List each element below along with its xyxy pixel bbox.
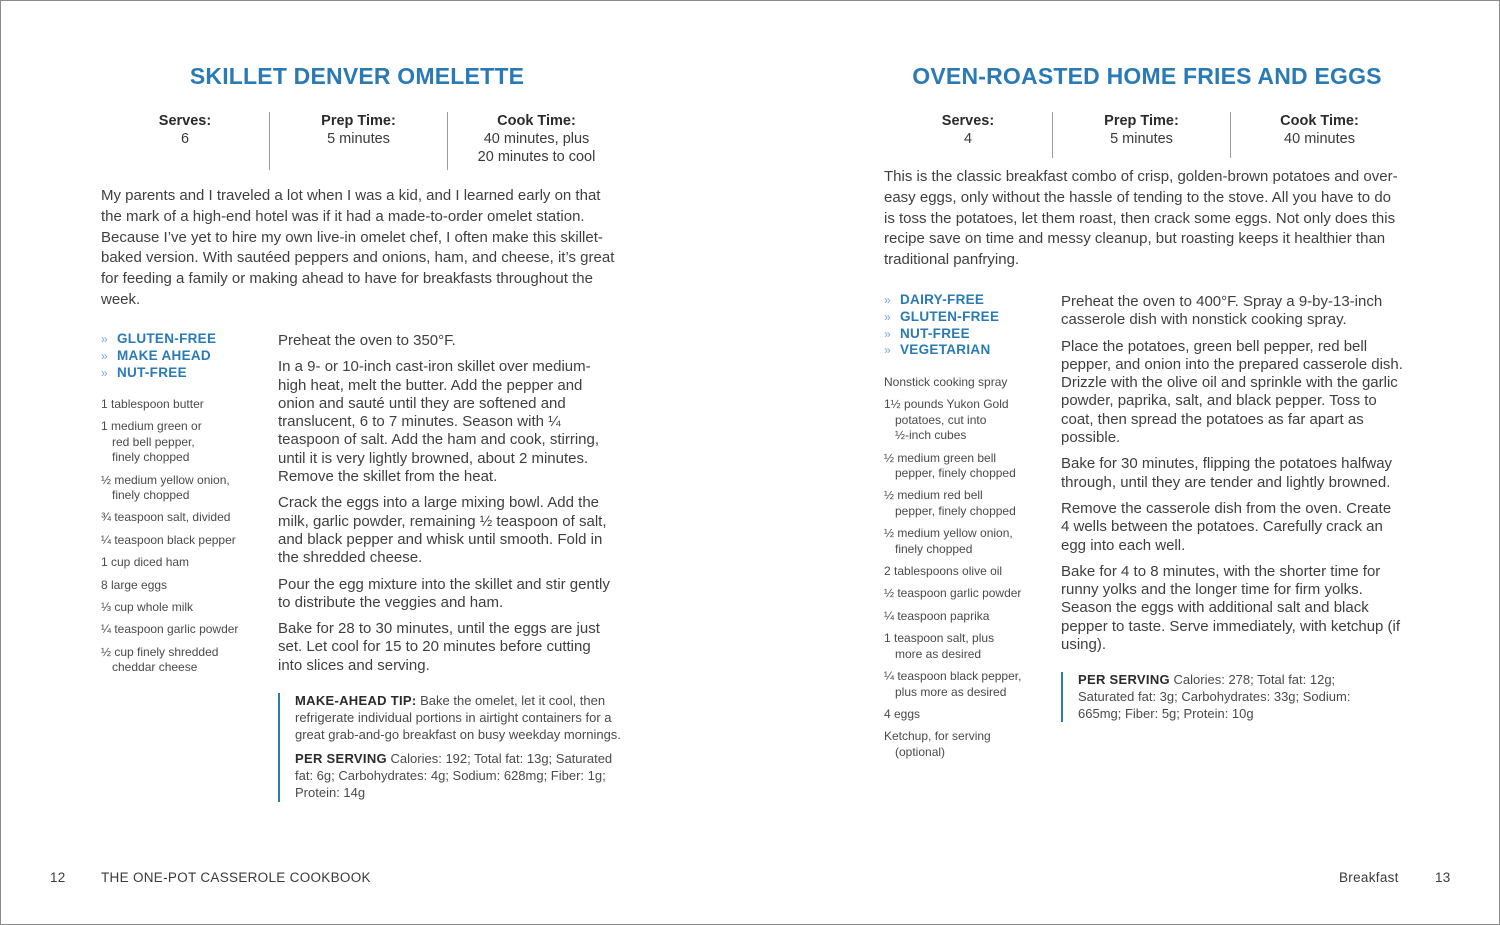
ingredient-item: ½ medium yellow onion, finely chopped [884, 526, 1013, 556]
ingredient-item: Ketchup, for serving (optional) [884, 729, 991, 759]
chevron-right-icon: » [884, 343, 891, 358]
recipe-step: Preheat the oven to 350°F. [278, 332, 456, 349]
nutrition-text: Calories: 192; Total fat: 13g; Saturated fat: 6g; Carbohydrates: 4g; Sodium: 628mg; Fiber: 1g; Protein: 14g [295, 751, 613, 800]
chevron-right-icon: » [884, 309, 891, 324]
cook-time-label: Cook Time: [497, 113, 576, 129]
diet-tag: » NUT-FREE [884, 325, 970, 341]
serves-block [101, 112, 269, 170]
serves-value: 6 [180, 131, 190, 147]
serves-label: Serves: [941, 113, 995, 129]
chevron-right-icon: » [884, 293, 891, 307]
ingredient-list [884, 375, 1049, 767]
recipe-step: Bake for 30 minutes, flipping the potatoes halfway through, until they are tender and lightly browned. [1061, 455, 1393, 491]
recipe-meta [884, 112, 1408, 158]
diet-tag: » VEGETARIAN [884, 342, 991, 358]
cook-time-value-line1: 40 minutes, plus [483, 131, 590, 147]
recipe-steps [278, 332, 618, 683]
ingredient-item: 4 eggs [884, 706, 921, 721]
chevron-right-icon: » [101, 332, 108, 346]
ingredient-item: Nonstick cooking spray [884, 375, 1008, 389]
diet-tag: » MAKE AHEAD [101, 347, 211, 363]
prep-time-block [269, 112, 447, 170]
recipe-step: Bake for 4 to 8 minutes, with the shorter time for runny yolks and the longer time for firm yolks. Season the eggs with additional salt and black pepper to taste. Serve immediately, with ketchup (if using). [1061, 562, 1401, 654]
recipe-meta [101, 112, 625, 170]
nutrition-label: PER SERVING [1078, 672, 1170, 687]
recipe-step: Preheat the oven to 400°F. Spray a 9-by-13-inch casserole dish with nonstick cooking spray. [1061, 293, 1383, 329]
recipe-step: Place the potatoes, green bell pepper, red bell pepper, and onion into the prepared casserole dish. Drizzle with the olive oil and sprinkle with the garlic powder, paprika, salt, and black pepper. Toss to coat, then spread the potatoes as far apart as possible. [1061, 337, 1403, 447]
prep-time-label: Prep Time: [1104, 113, 1179, 129]
prep-time-value: 5 minutes [1110, 131, 1173, 147]
serves-value: 4 [963, 131, 973, 147]
section-name: Breakfast [1339, 870, 1399, 885]
chevron-right-icon: » [101, 365, 108, 380]
ingredient-item: 1½ pounds Yukon Gold potatoes, cut into ½-inch cubes [884, 397, 1009, 443]
serves-label: Serves: [158, 113, 212, 129]
recipe-step: In a 9- or 10-inch cast-iron skillet over medium-high heat, melt the butter. Add the pepper and onion and sauté until they are softened and translucent, 6 to 7 minutes. Season with ¼ teaspoon of salt. Add the ham and cook, stirring, until it is very lightly browned, about 2 minutes. Remove the skillet from the heat. [278, 358, 600, 486]
ingredient-item: ¾ teaspoon salt, divided [101, 510, 231, 525]
left-page [1, 1, 751, 925]
recipe-title: SKILLET DENVER OMELETTE [189, 63, 525, 89]
ingredient-item: 1 teaspoon salt, plus more as desired [884, 631, 995, 661]
recipe-step: Remove the casserole dish from the oven. Create 4 wells between the potatoes. Carefully crack an egg into each well. [1061, 499, 1392, 554]
ingredient-item: ¼ teaspoon black pepper, plus more as desired [884, 669, 1022, 699]
ingredient-item: 2 tablespoons olive oil [884, 564, 1003, 579]
book-title: THE ONE-POT CASSEROLE COOKBOOK [101, 870, 371, 885]
ingredient-item: 1 medium green or red bell pepper, finely chopped [101, 419, 202, 465]
ingredient-item: ½ cup finely shredded cheddar cheese [101, 644, 219, 675]
recipe-steps [1061, 293, 1403, 662]
diet-tag: » GLUTEN-FREE [101, 331, 217, 346]
cook-time-value: 40 minutes [1284, 131, 1355, 147]
serves-block [884, 112, 1052, 158]
ingredient-item: 1 tablespoon butter [101, 397, 204, 411]
prep-time-block [1052, 112, 1230, 158]
nutrition-text: Calories: 278; Total fat: 12g; Saturated fat: 3g; Carbohydrates: 33g; Sodium: 665mg; Fiber: 5g; Protein: 10g [1078, 672, 1351, 721]
ingredient-item: ½ medium yellow onion, finely chopped [101, 472, 230, 503]
diet-tag: » DAIRY-FREE [884, 292, 985, 307]
diet-tags [101, 331, 216, 381]
tip-box [278, 693, 623, 802]
cook-time-block [447, 112, 625, 170]
ingredient-item: 8 large eggs [101, 577, 168, 592]
ingredient-item: ⅓ cup whole milk [101, 600, 194, 615]
diet-tag: » NUT-FREE [101, 364, 187, 380]
nutrition-info [295, 751, 623, 801]
tip-label: MAKE-AHEAD TIP: [295, 693, 417, 708]
ingredient-item: ½ medium red bell pepper, finely chopped [884, 488, 1016, 518]
ingredient-item: 1 cup diced ham [101, 555, 190, 570]
diet-tag: » GLUTEN-FREE [884, 308, 1000, 324]
right-page [751, 1, 1500, 925]
recipe-intro: This is the classic breakfast combo of crisp, golden-brown potatoes and over-easy eggs, only without the hassle of tending to the stove. All you have to do is toss the potatoes, let them roast, then crack some eggs. Not only does this recipe save on time and messy cleanup, but roasting keeps it healthier than traditional panfrying. [884, 168, 1398, 269]
prep-time-value: 5 minutes [327, 131, 390, 147]
nutrition-info [1078, 672, 1361, 722]
diet-tags [884, 292, 999, 359]
nutrition-label: PER SERVING [295, 751, 387, 767]
cook-time-block [1230, 112, 1408, 158]
recipe-step: Pour the egg mixture into the skillet and stir gently to distribute the veggies and ham. [278, 575, 610, 611]
cook-time-label: Cook Time: [1280, 113, 1359, 129]
ingredient-item: ¼ teaspoon black pepper [101, 532, 236, 547]
tip-text: Bake the omelet, let it cool, then refrigerate individual portions in airtight containers for a great grab-and-go breakfast on busy weekday mornings. [295, 693, 621, 742]
page-number: 13 [1435, 870, 1451, 885]
recipe-step: Crack the eggs into a large mixing bowl. Add the milk, garlic powder, remaining ½ teaspoon of salt, and black pepper and whisk until smooth. Fold in the shredded cheese. [278, 494, 607, 567]
cook-time-value-line2: 20 minutes to cool [477, 149, 596, 165]
ingredient-list [101, 397, 266, 683]
chevron-right-icon: » [884, 326, 891, 341]
make-ahead-tip [295, 693, 623, 743]
nutrition-box [1061, 672, 1361, 722]
page-number: 12 [50, 870, 66, 885]
ingredient-item: ½ medium green bell pepper, finely chopped [884, 450, 1016, 481]
recipe-title: OVEN-ROASTED HOME FRIES AND EGGS [912, 63, 1382, 89]
chevron-right-icon: » [101, 348, 108, 363]
ingredient-item: ¼ teaspoon paprika [884, 608, 990, 623]
prep-time-label: Prep Time: [321, 113, 396, 129]
ingredient-item: ¼ teaspoon garlic powder [101, 622, 239, 637]
recipe-step: Bake for 28 to 30 minutes, until the eggs are just set. Let cool for 15 to 20 minutes before cutting into slices and serving. [278, 620, 600, 674]
recipe-intro: My parents and I traveled a lot when I was a kid, and I learned early on that the mark of a high-end hotel was if it had a made-to-order omelet station. Because I’ve yet to hire my own live-in omelet chef, I often make this skillet-baked version. With sautéed peppers and onions, ham, and cheese, it’s great for feeding a family or making ahead to have for breakfasts throughout the week. [101, 187, 615, 308]
ingredient-item: ½ teaspoon garlic powder [884, 586, 1022, 601]
